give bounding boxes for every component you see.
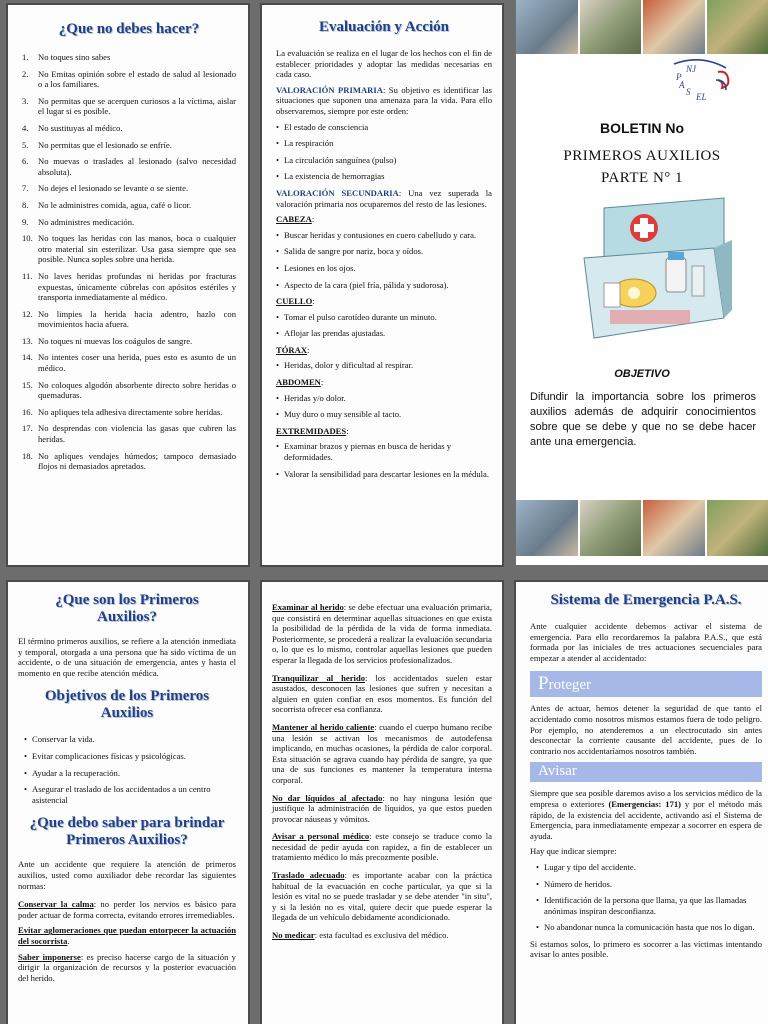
cabeza-label: CABEZA — [276, 214, 312, 225]
item-number: 16. — [22, 406, 33, 417]
item-number: 17. — [22, 423, 33, 434]
item-text: No permitas que el lesionado se enfríe. — [38, 139, 172, 150]
list-item: • Salida de sangre por nariz, boca y oídos. — [276, 246, 492, 257]
photo-strip-bottom — [516, 500, 768, 556]
cover-title-line1: PRIMEROS AUXILIOS — [563, 148, 721, 164]
list-item — [22, 407, 236, 418]
norma-label: Examinar al herido — [272, 602, 344, 612]
list-item: • Aspecto de la cara (piel fría, pálida y sudorosa). — [276, 280, 492, 291]
list-item: • Número de heridos. — [536, 879, 762, 890]
cabeza-heading: CABEZA: — [276, 214, 315, 225]
panel-title: Evaluación y Acción — [318, 19, 449, 35]
list-item — [22, 156, 236, 177]
indicar-intro: Hay que indicar siempre: — [530, 846, 617, 857]
photo-6 — [580, 500, 642, 556]
item-text: No apliques tela adhesiva directamente sobre heridas. — [38, 406, 223, 417]
item-number: 10. — [22, 233, 33, 244]
calma-paragraph — [18, 899, 236, 920]
list-item: • La circulación sanguínea (pulso) — [276, 155, 492, 166]
norma-text: : no hay ninguna lesión que justifique la administración de líquidos, ya que estos pueden provocar náuseas y vómitos. — [272, 792, 492, 824]
primaria-list — [276, 122, 492, 182]
item-text: No Emitas opinión sobre el estado de salud al lesionado o a los familiares. — [38, 68, 236, 90]
secundaria-label: VALORACIÓN SECUNDARIA — [276, 187, 399, 198]
item-number: 6. — [22, 156, 29, 167]
list-item — [22, 309, 236, 330]
list-item: • Examinar brazos y piernas en busca de heridas y deformidades. — [276, 441, 492, 462]
list-item: • Lesiones en los ojos. — [276, 263, 492, 274]
cover-title-line2: PARTE N° 1 — [600, 170, 684, 186]
photo-1 — [516, 0, 578, 54]
panel-que-no-debes-hacer — [8, 5, 248, 565]
norma-text: : se debe efectuar una evaluación primaria, que consistirá en determinar aquellas situaciones en que exista la posibilidad de la pérdida de la vida de forma inmediata. Posteriormente, se procederá a realizar la evaluación secundaria o, lo que es lo mismo, controlar aquellas lesiones que pueden esperar la llegada de los servicios profesionalizados. — [272, 602, 492, 665]
saber-title: ¿Que debo saber para brindar Primeros Auxilios? — [29, 815, 225, 849]
cuello-label: CUELLO — [276, 296, 313, 307]
secundaria-text: : Una vez superada la valoración primaria nos ocuparemos del resto de las lesiones. — [276, 187, 492, 209]
primaria-label: VALORACIÓN PRIMARIA — [276, 84, 383, 95]
list-item: • Ayudar a la recuperación. — [24, 768, 236, 779]
item-number: 8. — [22, 199, 29, 210]
list-item — [22, 140, 236, 151]
list-item: • La existencia de hemorragias — [276, 171, 492, 182]
secundaria-paragraph — [276, 188, 492, 209]
panel-normas — [262, 582, 502, 1024]
item-text: No le administres comida, agua, café o licor. — [38, 199, 192, 210]
panel-evaluacion-accion — [262, 5, 502, 565]
norma-label: Traslado adecuado — [272, 870, 345, 881]
photo-8 — [707, 500, 768, 556]
photo-7 — [643, 500, 705, 556]
primaria-text: : Su objetivo es identificar las situaciones que suponen una amenaza para la vida. Para ello observaremos, siempre por este orden: — [276, 84, 492, 116]
norma-text: : es importante acabar con la práctica habitual de la evacuación en coche particular, ya que si la lesión es vital no se puede trasladar y se debe atender "in situ", y si la lesión no es vital, quiere decir que puede esperar la llegada de un vehículo debidamente acondicionado. — [272, 870, 492, 923]
list-item — [22, 200, 236, 211]
item-text: No sustituyas al médico. — [38, 122, 123, 133]
cuello-list — [276, 312, 492, 339]
list-item — [22, 96, 236, 117]
item-number: 12. — [22, 308, 33, 319]
list-item — [22, 123, 236, 134]
saber-intro: Ante un accidente que requiere la atención de primeros auxilios, usted como auxiliador debe recordar las siguientes normas: — [18, 859, 236, 891]
intro-text: Ante cualquier accidente debemos activar el sistema de emergencia. Para ello recordaremos la palabra P.A.S., que está formada por las iniciales de tres actuaciones secuenciales para empezar a atender al accidentado: — [530, 621, 762, 663]
panel-title: Sistema de Emergencia P.A.S. — [550, 592, 742, 608]
primaria-paragraph — [276, 85, 492, 117]
list-item: • Evitar complicaciones físicas y psicológicas. — [24, 751, 236, 762]
aglomeraciones-label: Evitar aglomeraciones que puedan entorpecer la actuación del socorrista — [18, 925, 236, 946]
norma-paragraph — [272, 930, 492, 941]
norma-paragraph — [272, 602, 492, 666]
panel-title: ¿Que son los Primeros Auxilios? — [55, 592, 199, 625]
photo-5 — [516, 500, 578, 556]
list-item: • Buscar heridas y contusiones en cuero cabelludo y cara. — [276, 230, 492, 241]
norma-text: : este consejo se traduce como la necesidad de pedir ayuda con rapidez, a fin de establecer un tratamiento médico lo más precozmente posible. — [272, 831, 492, 863]
list-item — [22, 69, 236, 90]
proteger-text: Antes de actuar, hemos detener la seguridad de que tanto el accidentado como nosotros mismos estamos fuera de todo peligro. Por ejemplo, no atenderemos a un electrocutado sin antes desconectar la corriente causante del accidente, pues de lo contrario nos accidentaríamos nosotros también. — [530, 703, 762, 756]
intro-text: La evaluación se realiza en el lugar de los hechos con el fin de establecer prioridades y adoptar las medidas necesarias en cada caso. — [276, 48, 492, 80]
norma-paragraph — [272, 831, 492, 863]
panel-cover — [516, 0, 768, 565]
list-item: • Identificación de la persona que llama, ya que las llamadas anónimas inspiran desconfianza. — [536, 895, 762, 916]
list-item: • Heridas, dolor y dificultad al respirar. — [276, 360, 492, 371]
item-text: No permitas que se acerquen curiosos a la víctima, aislar el lugar si es posible. — [38, 95, 236, 117]
photo-strip-top — [516, 0, 768, 54]
item-number: 15. — [22, 379, 33, 390]
list-item — [22, 352, 236, 373]
item-text: No dejes el lesionado se levante o se siente. — [38, 183, 189, 194]
proteger-initial: P — [538, 673, 549, 695]
list-item — [22, 233, 236, 265]
list-item: • Heridas y/o dolor. — [276, 393, 492, 404]
abdomen-heading: ABDOMEN: — [276, 377, 324, 388]
list-item — [22, 380, 236, 401]
item-text: No limpies la herida hacia adentro, hazlo con movimientos hacia afuera. — [38, 308, 236, 330]
panel-sistema-pas — [516, 582, 768, 1024]
svg-text:EL: EL — [696, 92, 707, 102]
item-number: 9. — [22, 216, 29, 227]
list-item — [22, 271, 236, 303]
list-item: • Tomar el pulso carotídeo durante un minuto. — [276, 312, 492, 323]
norma-paragraph — [272, 793, 492, 825]
item-text: No administres medicación. — [38, 216, 135, 227]
cuello-heading: CUELLO: — [276, 296, 315, 307]
list-item: • El estado de consciencia — [276, 122, 492, 133]
item-text: No desprendas con violencia las gasas que cubren las heridas. — [38, 423, 236, 445]
indicar-list — [536, 862, 762, 933]
norma-label: No dar líquidos al afectado — [272, 792, 383, 803]
list-item: • La respiración — [276, 138, 492, 149]
list-item: • Valorar la sensibilidad para descartar lesiones en la médula. — [276, 469, 492, 480]
item-number: 4. — [22, 122, 29, 133]
item-number: 5. — [22, 139, 29, 150]
imponerse-label: Saber imponerse — [18, 951, 81, 962]
list-item: • Asegurar el traslado de los accidentados a un centro asistencial — [24, 784, 236, 805]
first-aid-kit-illustration — [574, 188, 734, 346]
imponerse-paragraph — [18, 952, 236, 984]
photo-3 — [643, 0, 705, 54]
list-item — [22, 52, 236, 63]
norma-text: : cuando el cuerpo humano recibe una lesión se activan los mecanismos de autodefensa implicando, en muchas ocasiones, la pérdida de calor corporal. Esta situación se agrava cuando hay pérdida de sangre, ya que una de sus funciones es mantener la temperatura interna corporal. — [272, 721, 492, 785]
calma-label: Conservar la calma — [18, 899, 94, 910]
item-text: No toques las heridas con las manos, boca o cualquier otro material sin esterilizar. Usa gasa siempre que sea posible. Nunca soples sobre una herida. — [38, 233, 236, 265]
panel-title: ¿Que no debes hacer? — [58, 21, 200, 37]
item-number: 18. — [22, 450, 33, 461]
calma-text: : no perder los nervios es básico para poder actuar de forma correcta, evitando errores irremediables. — [18, 899, 236, 920]
avisar-text-a: Siempre que sea posible daremos aviso a los servicios médico de la empresa o exteriores — [530, 788, 762, 809]
objetivos-list — [24, 734, 236, 805]
closing-text: Si estamos solos, lo primero es socorrer a las víctimas intentando avisar lo antes posible. — [530, 938, 762, 960]
extremidades-list — [276, 441, 492, 479]
boletin-label: BOLETIN No — [600, 120, 684, 136]
objetivos-title: Objetivos de los Primeros Auxilios — [44, 688, 210, 722]
item-text: No coloques algodón absorbente directo sobre heridas o quemaduras. — [38, 379, 236, 401]
objetivo-text: Difundir la importancia sobre los primeros auxilios además de adquirir conocimientos sobre que se debe y que no se debe hacer ante una emergencia. — [530, 391, 756, 448]
item-text: No toques ni muevas los coágulos de sangre. — [38, 335, 193, 346]
item-number: 1. — [22, 52, 29, 62]
list-item — [22, 336, 236, 347]
norma-paragraph — [272, 870, 492, 923]
list-item — [22, 423, 236, 444]
norma-paragraph — [272, 673, 492, 715]
norma-label: Avisar a personal médico — [272, 831, 370, 842]
item-number: 3. — [22, 95, 29, 106]
item-number: 11. — [22, 270, 33, 281]
item-text: No toques sino sabes — [38, 52, 111, 62]
norma-text: : esta facultad es exclusiva del médico. — [314, 930, 449, 941]
normas-sections — [272, 602, 492, 941]
extremidades-label: EXTREMIDADES — [276, 425, 347, 436]
norma-label: No medicar — [272, 930, 315, 941]
list-item: • Lugar y tipo del accidente. — [536, 862, 762, 873]
item-text: No intentes coser una herida, pues esto es asunto de un médico. — [38, 352, 236, 374]
objetivo-label: OBJETIVO — [614, 368, 670, 380]
norma-paragraph — [272, 722, 492, 786]
list-item — [22, 451, 236, 472]
svg-text:P: P — [676, 72, 682, 82]
panel-que-son — [8, 582, 248, 1024]
imponerse-text: : es preciso hacerse cargo de la situación y dirigir la organización de recursos y la posterior evacuación del herido. — [18, 951, 236, 983]
avisar-heading: Avisar — [530, 762, 762, 782]
proteger-rest: roteger — [548, 677, 592, 694]
item-number: 2. — [22, 68, 29, 79]
list-item — [22, 183, 236, 194]
pasel-logo — [666, 58, 736, 102]
cabeza-list — [276, 230, 492, 290]
intro-text: El término primeros auxilios, se refiere a la atención inmediata y temporal, otorgada a una persona que ha sido víctima de un accidente, o de una situación de emergencia, antes y hasta el momento en que recibe atención médica. — [18, 636, 236, 678]
item-number: 7. — [22, 183, 29, 194]
abdomen-list — [276, 393, 492, 420]
photo-2 — [580, 0, 642, 54]
avisar-text-b: y por el método más rápido, de la existencia del accidente, activando así el Sistema de Emergencia, para inmediatamente empezar a socorrer en espera de ayuda. — [530, 798, 762, 841]
list-item: • Conservar la vida. — [24, 734, 236, 745]
norma-label: Mantener al herido caliente — [272, 721, 375, 732]
torax-heading: TÓRAX: — [276, 344, 310, 355]
aglomeraciones-paragraph — [18, 925, 236, 946]
aglomeraciones-text: . — [67, 935, 70, 946]
item-text: No muevas o traslades al lesionado (salvo necesidad absoluta). — [38, 156, 236, 177]
photo-4 — [707, 0, 768, 54]
norma-text: : los accidentados suelen estar asustados, desconocen las lesiones que sufren y necesitan a alguien en quien confiar en esos momentos. Es función del socorrista ofrecer esa confianza. — [272, 672, 492, 715]
list-item: • Muy duro o muy sensible al tacto. — [276, 409, 492, 420]
avisar-emergency-number: (Emergencias: 171) — [608, 798, 682, 809]
item-number: 14. — [22, 352, 33, 363]
torax-list — [276, 360, 492, 371]
item-text: No laves heridas profundas ni heridas por fracturas expuestas, únicamente cúbrelas con apósitos estériles y transporta inmediatamente al médico. — [38, 270, 236, 303]
dont-list — [22, 52, 236, 472]
norma-label: Tranquilizar al herido — [272, 672, 366, 683]
torax-label: TÓRAX — [276, 344, 308, 355]
svg-text:A: A — [679, 80, 685, 90]
list-item: • Aflojar las prendas ajustadas. — [276, 328, 492, 339]
extremidades-heading: EXTREMIDADES: — [276, 425, 349, 436]
list-item: • No abandonar nunca la comunicación hasta que nos lo digan. — [536, 922, 762, 933]
item-text: No apliques vendajes húmedos; tampoco demasiado flojos ni demasiados apretados. — [38, 450, 236, 472]
svg-text:NJ: NJ — [686, 64, 696, 74]
abdomen-label: ABDOMEN — [276, 377, 321, 388]
proteger-heading — [530, 671, 762, 697]
list-item — [22, 217, 236, 228]
avisar-paragraph — [530, 788, 762, 841]
item-number: 13. — [22, 335, 33, 346]
svg-text:S: S — [686, 87, 691, 97]
